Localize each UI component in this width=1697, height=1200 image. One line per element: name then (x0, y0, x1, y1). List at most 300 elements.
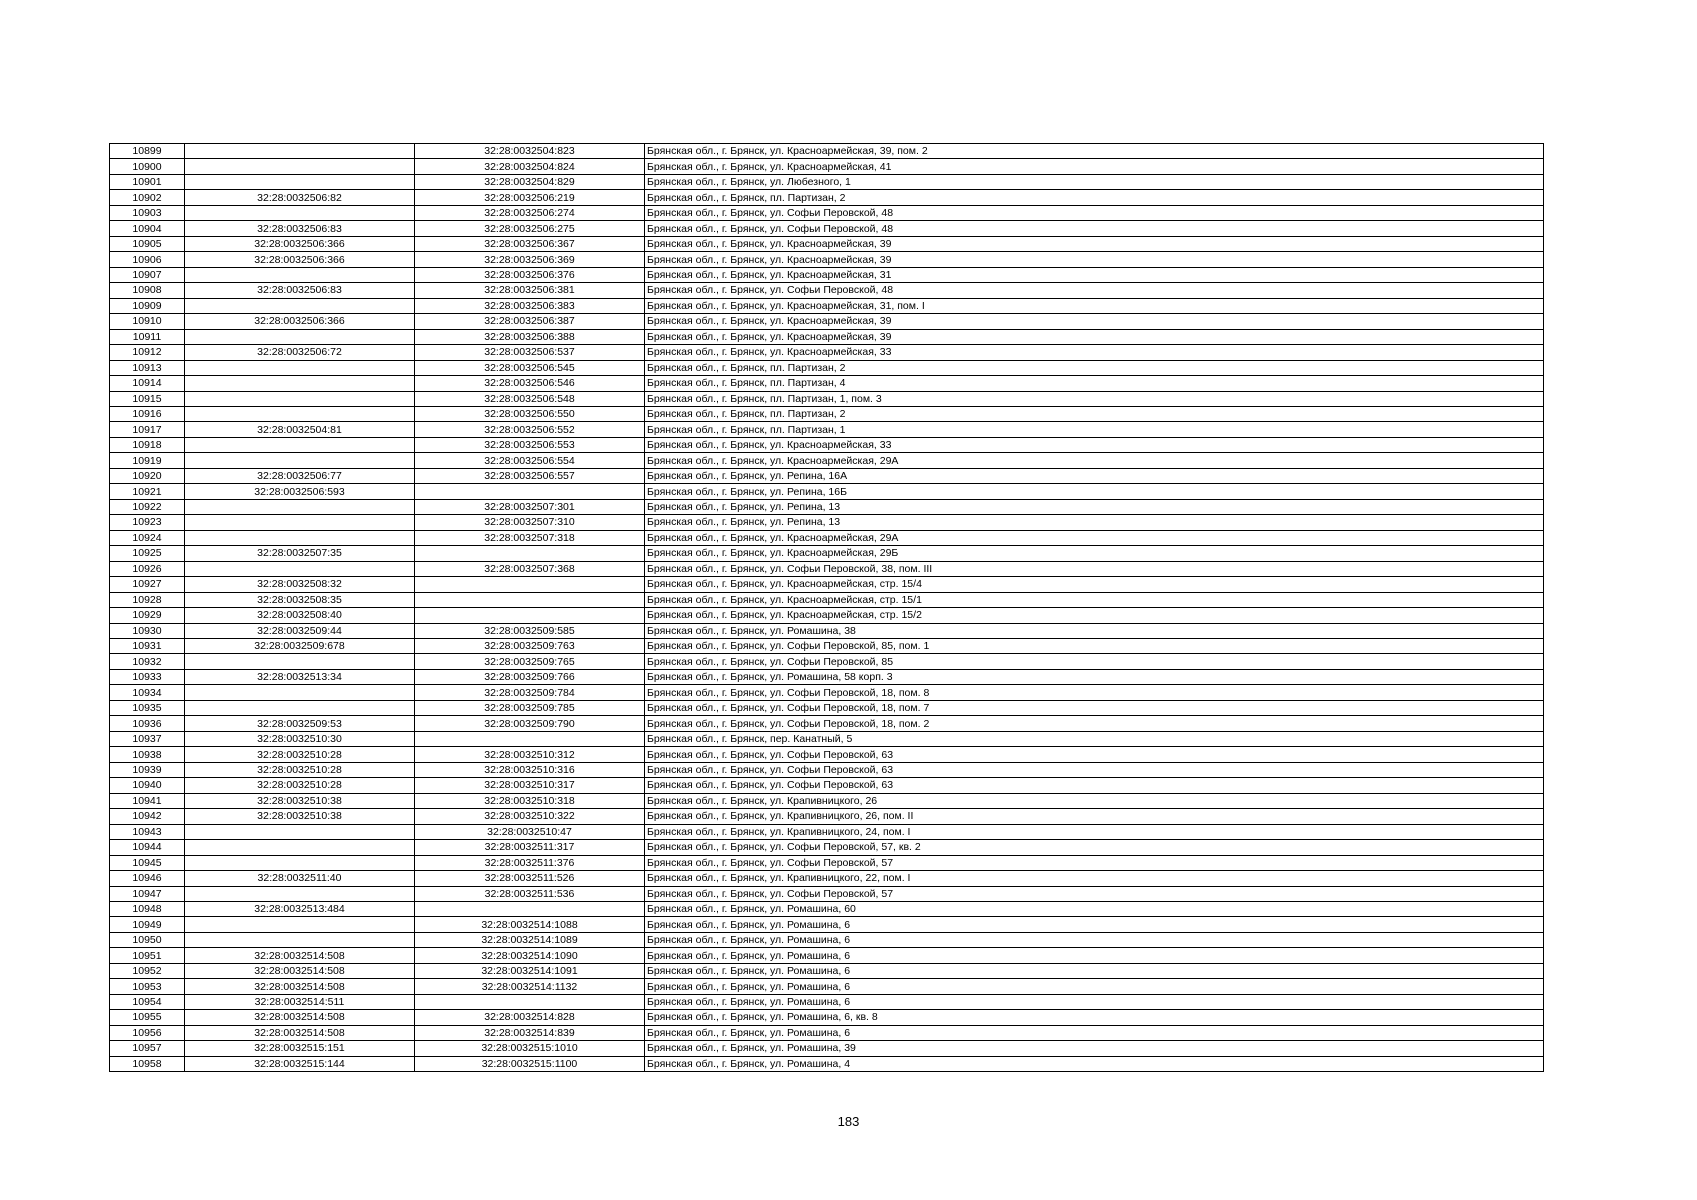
cadastral-number-cell: 32:28:0032507:318 (415, 530, 645, 545)
table-row (110, 871, 1544, 886)
cadastral-number-cell: 32:28:0032506:388 (415, 329, 645, 344)
parent-cadastral-number-cell (185, 205, 415, 220)
parent-cadastral-number-cell: 32:28:0032509:678 (185, 639, 415, 654)
cadastral-number-cell: 32:28:0032504:823 (415, 144, 645, 159)
cadastral-number-cell: 32:28:0032510:317 (415, 778, 645, 793)
address-cell: Брянская обл., г. Брянск, пл. Партизан, 2 (645, 406, 1544, 421)
table-row (110, 747, 1544, 762)
address-cell: Брянская обл., г. Брянск, пл. Партизан, 2 (645, 190, 1544, 205)
parent-cadastral-number-cell (185, 824, 415, 839)
cadastral-number-cell: 32:28:0032514:1091 (415, 963, 645, 978)
address-cell: Брянская обл., г. Брянск, ул. Софьи Перовской, 18, пом. 7 (645, 700, 1544, 715)
table-row (110, 144, 1544, 159)
row-number-cell: 10940 (110, 778, 185, 793)
parent-cadastral-number-cell (185, 561, 415, 576)
cadastral-number-cell (415, 592, 645, 607)
address-cell: Брянская обл., г. Брянск, ул. Красноармейская, 29А (645, 530, 1544, 545)
parent-cadastral-number-cell: 32:28:0032515:151 (185, 1041, 415, 1056)
table-row (110, 484, 1544, 499)
address-cell: Брянская обл., г. Брянск, пл. Партизан, 2 (645, 360, 1544, 375)
parent-cadastral-number-cell: 32:28:0032508:32 (185, 577, 415, 592)
row-number-cell: 10909 (110, 298, 185, 313)
cadastral-number-cell: 32:28:0032514:1132 (415, 979, 645, 994)
table-row (110, 840, 1544, 855)
table-row (110, 314, 1544, 329)
parent-cadastral-number-cell: 32:28:0032510:30 (185, 731, 415, 746)
parent-cadastral-number-cell: 32:28:0032506:83 (185, 221, 415, 236)
parent-cadastral-number-cell: 32:28:0032514:508 (185, 948, 415, 963)
table-row (110, 236, 1544, 251)
parent-cadastral-number-cell: 32:28:0032513:484 (185, 901, 415, 916)
table-row (110, 793, 1544, 808)
cadastral-number-cell: 32:28:0032506:274 (415, 205, 645, 220)
cadastral-number-cell: 32:28:0032509:765 (415, 654, 645, 669)
table-row (110, 932, 1544, 947)
cadastral-number-cell: 32:28:0032506:537 (415, 345, 645, 360)
row-number-cell: 10948 (110, 901, 185, 916)
parent-cadastral-number-cell (185, 932, 415, 947)
cadastral-number-cell: 32:28:0032514:828 (415, 1010, 645, 1025)
parent-cadastral-number-cell: 32:28:0032514:508 (185, 1025, 415, 1040)
parent-cadastral-number-cell (185, 855, 415, 870)
row-number-cell: 10935 (110, 700, 185, 715)
parent-cadastral-number-cell (185, 376, 415, 391)
table-row (110, 778, 1544, 793)
table-row (110, 917, 1544, 932)
row-number-cell: 10942 (110, 809, 185, 824)
parent-cadastral-number-cell (185, 515, 415, 530)
cadastral-number-cell: 32:28:0032507:368 (415, 561, 645, 576)
table-row (110, 669, 1544, 684)
parent-cadastral-number-cell (185, 700, 415, 715)
parent-cadastral-number-cell: 32:28:0032510:38 (185, 809, 415, 824)
row-number-cell: 10900 (110, 159, 185, 174)
table-row (110, 345, 1544, 360)
parent-cadastral-number-cell: 32:28:0032508:40 (185, 608, 415, 623)
cadastral-number-cell: 32:28:0032509:585 (415, 623, 645, 638)
table-row (110, 298, 1544, 313)
row-number-cell: 10904 (110, 221, 185, 236)
row-number-cell: 10911 (110, 329, 185, 344)
cadastral-number-cell: 32:28:0032514:1088 (415, 917, 645, 932)
row-number-cell: 10929 (110, 608, 185, 623)
parent-cadastral-number-cell: 32:28:0032506:366 (185, 236, 415, 251)
table-row (110, 623, 1544, 638)
row-number-cell: 10919 (110, 453, 185, 468)
cadastral-number-cell: 32:28:0032506:367 (415, 236, 645, 251)
table-row (110, 174, 1544, 189)
address-cell: Брянская обл., г. Брянск, ул. Ромашина, 6 (645, 1025, 1544, 1040)
cadastral-number-cell: 32:28:0032506:383 (415, 298, 645, 313)
table-row (110, 716, 1544, 731)
table-row (110, 267, 1544, 282)
cadastral-number-cell: 32:28:0032506:219 (415, 190, 645, 205)
cadastral-number-cell: 32:28:0032510:318 (415, 793, 645, 808)
parent-cadastral-number-cell: 32:28:0032510:28 (185, 747, 415, 762)
table-row (110, 221, 1544, 236)
address-cell: Брянская обл., г. Брянск, ул. Ромашина, 39 (645, 1041, 1544, 1056)
cadastral-number-cell: 32:28:0032506:552 (415, 422, 645, 437)
cadastral-number-cell: 32:28:0032506:557 (415, 468, 645, 483)
address-cell: Брянская обл., г. Брянск, пл. Партизан, 1 (645, 422, 1544, 437)
row-number-cell: 10939 (110, 762, 185, 777)
address-cell: Брянская обл., г. Брянск, ул. Ромашина, 6 (645, 994, 1544, 1009)
parent-cadastral-number-cell (185, 886, 415, 901)
cadastral-number-cell: 32:28:0032514:839 (415, 1025, 645, 1040)
row-number-cell: 10916 (110, 406, 185, 421)
table-row (110, 979, 1544, 994)
table-row (110, 901, 1544, 916)
address-cell: Брянская обл., г. Брянск, ул. Софьи Перовской, 85 (645, 654, 1544, 669)
table-row (110, 561, 1544, 576)
table-row (110, 824, 1544, 839)
cadastral-number-cell (415, 577, 645, 592)
parent-cadastral-number-cell (185, 453, 415, 468)
address-cell: Брянская обл., г. Брянск, ул. Ромашина, 4 (645, 1056, 1544, 1071)
address-cell: Брянская обл., г. Брянск, ул. Ромашина, 6 (645, 932, 1544, 947)
row-number-cell: 10932 (110, 654, 185, 669)
table-row (110, 468, 1544, 483)
address-cell: Брянская обл., г. Брянск, ул. Ромашина, 6 (645, 948, 1544, 963)
row-number-cell: 10921 (110, 484, 185, 499)
cadastral-number-cell: 32:28:0032509:790 (415, 716, 645, 731)
cadastral-number-cell (415, 546, 645, 561)
table-row (110, 205, 1544, 220)
row-number-cell: 10920 (110, 468, 185, 483)
cadastral-number-cell: 32:28:0032506:546 (415, 376, 645, 391)
address-cell: Брянская обл., г. Брянск, ул. Софьи Перовской, 63 (645, 747, 1544, 762)
page-number: 183 (837, 1114, 860, 1129)
address-cell: Брянская обл., г. Брянск, ул. Красноармейская, 39 (645, 252, 1544, 267)
row-number-cell: 10933 (110, 669, 185, 684)
row-number-cell: 10956 (110, 1025, 185, 1040)
address-cell: Брянская обл., г. Брянск, ул. Красноармейская, 41 (645, 159, 1544, 174)
cadastral-number-cell: 32:28:0032509:766 (415, 669, 645, 684)
address-cell: Брянская обл., г. Брянск, ул. Ромашина, 60 (645, 901, 1544, 916)
address-cell: Брянская обл., г. Брянск, ул. Ромашина, 6 (645, 979, 1544, 994)
row-number-cell: 10949 (110, 917, 185, 932)
table-row (110, 406, 1544, 421)
row-number-cell: 10906 (110, 252, 185, 267)
cadastral-number-cell (415, 994, 645, 1009)
parent-cadastral-number-cell: 32:28:0032506:82 (185, 190, 415, 205)
cadastral-number-cell: 32:28:0032514:1090 (415, 948, 645, 963)
address-cell: Брянская обл., г. Брянск, ул. Крапивницкого, 22, пом. I (645, 871, 1544, 886)
cadastral-number-cell: 32:28:0032504:829 (415, 174, 645, 189)
row-number-cell: 10927 (110, 577, 185, 592)
row-number-cell: 10910 (110, 314, 185, 329)
row-number-cell: 10901 (110, 174, 185, 189)
parent-cadastral-number-cell (185, 685, 415, 700)
cadastral-number-cell: 32:28:0032506:548 (415, 391, 645, 406)
cadastral-number-cell: 32:28:0032504:824 (415, 159, 645, 174)
table-row (110, 948, 1544, 963)
cadastral-number-cell: 32:28:0032506:554 (415, 453, 645, 468)
row-number-cell: 10931 (110, 639, 185, 654)
address-cell: Брянская обл., г. Брянск, ул. Красноармейская, 31 (645, 267, 1544, 282)
table-row (110, 515, 1544, 530)
parent-cadastral-number-cell: 32:28:0032509:53 (185, 716, 415, 731)
row-number-cell: 10928 (110, 592, 185, 607)
row-number-cell: 10914 (110, 376, 185, 391)
cadastral-number-cell: 32:28:0032514:1089 (415, 932, 645, 947)
table-row (110, 639, 1544, 654)
row-number-cell: 10944 (110, 840, 185, 855)
cadastral-number-cell: 32:28:0032515:1010 (415, 1041, 645, 1056)
address-cell: Брянская обл., г. Брянск, ул. Софьи Перовской, 57 (645, 886, 1544, 901)
parent-cadastral-number-cell (185, 159, 415, 174)
row-number-cell: 10947 (110, 886, 185, 901)
table-row (110, 994, 1544, 1009)
cadastral-number-cell: 32:28:0032506:275 (415, 221, 645, 236)
row-number-cell: 10918 (110, 437, 185, 452)
parent-cadastral-number-cell: 32:28:0032506:83 (185, 283, 415, 298)
address-cell: Брянская обл., г. Брянск, ул. Софьи Перовской, 57 (645, 855, 1544, 870)
parent-cadastral-number-cell (185, 499, 415, 514)
parent-cadastral-number-cell: 32:28:0032510:28 (185, 778, 415, 793)
address-cell: Брянская обл., г. Брянск, пер. Канатный, 5 (645, 731, 1544, 746)
table-row (110, 1025, 1544, 1040)
table-row (110, 159, 1544, 174)
table-row (110, 422, 1544, 437)
parent-cadastral-number-cell: 32:28:0032510:38 (185, 793, 415, 808)
table-row (110, 963, 1544, 978)
address-cell: Брянская обл., г. Брянск, ул. Ромашина, 6 (645, 963, 1544, 978)
parent-cadastral-number-cell: 32:28:0032511:40 (185, 871, 415, 886)
address-cell: Брянская обл., г. Брянск, ул. Красноармейская, 29А (645, 453, 1544, 468)
parent-cadastral-number-cell: 32:28:0032510:28 (185, 762, 415, 777)
table-row (110, 190, 1544, 205)
row-number-cell: 10905 (110, 236, 185, 251)
parent-cadastral-number-cell: 32:28:0032513:34 (185, 669, 415, 684)
parent-cadastral-number-cell: 32:28:0032508:35 (185, 592, 415, 607)
table-row (110, 376, 1544, 391)
parent-cadastral-number-cell: 32:28:0032506:593 (185, 484, 415, 499)
row-number-cell: 10946 (110, 871, 185, 886)
address-cell: Брянская обл., г. Брянск, ул. Красноармейская, 33 (645, 345, 1544, 360)
address-cell: Брянская обл., г. Брянск, ул. Крапивницкого, 26, пом. II (645, 809, 1544, 824)
cadastral-number-cell: 32:28:0032506:553 (415, 437, 645, 452)
row-number-cell: 10912 (110, 345, 185, 360)
cadastral-number-cell: 32:28:0032506:550 (415, 406, 645, 421)
address-cell: Брянская обл., г. Брянск, ул. Крапивницкого, 24, пом. I (645, 824, 1544, 839)
address-cell: Брянская обл., г. Брянск, ул. Красноармейская, 29Б (645, 546, 1544, 561)
row-number-cell: 10930 (110, 623, 185, 638)
parent-cadastral-number-cell (185, 391, 415, 406)
row-number-cell: 10951 (110, 948, 185, 963)
address-cell: Брянская обл., г. Брянск, ул. Софьи Перовской, 63 (645, 778, 1544, 793)
parent-cadastral-number-cell: 32:28:0032504:81 (185, 422, 415, 437)
cadastral-number-cell: 32:28:0032509:763 (415, 639, 645, 654)
parent-cadastral-number-cell: 32:28:0032514:508 (185, 963, 415, 978)
table-row (110, 1010, 1544, 1025)
parent-cadastral-number-cell: 32:28:0032506:77 (185, 468, 415, 483)
address-cell: Брянская обл., г. Брянск, ул. Софьи Перовской, 63 (645, 762, 1544, 777)
row-number-cell: 10902 (110, 190, 185, 205)
row-number-cell: 10908 (110, 283, 185, 298)
cadastral-number-cell: 32:28:0032510:322 (415, 809, 645, 824)
address-cell: Брянская обл., г. Брянск, ул. Репина, 16А (645, 468, 1544, 483)
table-row (110, 654, 1544, 669)
cadastral-number-cell (415, 608, 645, 623)
row-number-cell: 10941 (110, 793, 185, 808)
cadastral-number-cell: 32:28:0032510:47 (415, 824, 645, 839)
row-number-cell: 10955 (110, 1010, 185, 1025)
cadastral-number-cell: 32:28:0032510:312 (415, 747, 645, 762)
row-number-cell: 10954 (110, 994, 185, 1009)
cadastral-number-cell: 32:28:0032507:310 (415, 515, 645, 530)
row-number-cell: 10937 (110, 731, 185, 746)
address-cell: Брянская обл., г. Брянск, ул. Красноармейская, 33 (645, 437, 1544, 452)
row-number-cell: 10925 (110, 546, 185, 561)
parent-cadastral-number-cell (185, 654, 415, 669)
row-number-cell: 10926 (110, 561, 185, 576)
row-number-cell: 10953 (110, 979, 185, 994)
address-cell: Брянская обл., г. Брянск, ул. Красноармейская, 31, пом. I (645, 298, 1544, 313)
cadastral-number-cell: 32:28:0032506:381 (415, 283, 645, 298)
table-row (110, 283, 1544, 298)
parent-cadastral-number-cell: 32:28:0032506:366 (185, 314, 415, 329)
address-cell: Брянская обл., г. Брянск, ул. Софьи Перовской, 48 (645, 283, 1544, 298)
address-cell: Брянская обл., г. Брянск, ул. Ромашина, 58 корп. 3 (645, 669, 1544, 684)
table-row (110, 592, 1544, 607)
table-row (110, 437, 1544, 452)
table-row (110, 809, 1544, 824)
table-row (110, 1056, 1544, 1071)
parent-cadastral-number-cell (185, 530, 415, 545)
table-row (110, 685, 1544, 700)
table-row (110, 546, 1544, 561)
cadastral-number-cell (415, 484, 645, 499)
table-row (110, 360, 1544, 375)
address-cell: Брянская обл., г. Брянск, ул. Красноармейская, 39 (645, 314, 1544, 329)
address-cell: Брянская обл., г. Брянск, ул. Софьи Перовской, 38, пом. III (645, 561, 1544, 576)
table-row (110, 530, 1544, 545)
address-cell: Брянская обл., г. Брянск, ул. Софьи Перовской, 18, пом. 2 (645, 716, 1544, 731)
address-cell: Брянская обл., г. Брянск, ул. Красноармейская, 39, пом. 2 (645, 144, 1544, 159)
cadastral-number-cell: 32:28:0032511:317 (415, 840, 645, 855)
cadastral-number-cell: 32:28:0032506:376 (415, 267, 645, 282)
row-number-cell: 10934 (110, 685, 185, 700)
table-row (110, 453, 1544, 468)
parent-cadastral-number-cell: 32:28:0032507:35 (185, 546, 415, 561)
address-cell: Брянская обл., г. Брянск, ул. Софьи Перовской, 48 (645, 221, 1544, 236)
row-number-cell: 10938 (110, 747, 185, 762)
parent-cadastral-number-cell (185, 144, 415, 159)
cadastral-number-cell: 32:28:0032509:785 (415, 700, 645, 715)
parent-cadastral-number-cell (185, 840, 415, 855)
cadastral-number-cell: 32:28:0032506:387 (415, 314, 645, 329)
parent-cadastral-number-cell: 32:28:0032514:508 (185, 1010, 415, 1025)
row-number-cell: 10913 (110, 360, 185, 375)
table-row (110, 700, 1544, 715)
row-number-cell: 10943 (110, 824, 185, 839)
address-cell: Брянская обл., г. Брянск, ул. Репина, 13 (645, 499, 1544, 514)
parent-cadastral-number-cell: 32:28:0032514:508 (185, 979, 415, 994)
row-number-cell: 10950 (110, 932, 185, 947)
row-number-cell: 10903 (110, 205, 185, 220)
parent-cadastral-number-cell (185, 437, 415, 452)
table-row (110, 391, 1544, 406)
address-cell: Брянская обл., г. Брянск, ул. Софьи Перовской, 48 (645, 205, 1544, 220)
address-cell: Брянская обл., г. Брянск, ул. Ромашина, 6 (645, 917, 1544, 932)
table-row (110, 731, 1544, 746)
row-number-cell: 10915 (110, 391, 185, 406)
table-row (110, 577, 1544, 592)
address-cell: Брянская обл., г. Брянск, ул. Софьи Перовской, 18, пом. 8 (645, 685, 1544, 700)
parent-cadastral-number-cell: 32:28:0032506:366 (185, 252, 415, 267)
address-cell: Брянская обл., г. Брянск, ул. Ромашина, 6, кв. 8 (645, 1010, 1544, 1025)
cadastral-number-cell: 32:28:0032506:545 (415, 360, 645, 375)
row-number-cell: 10936 (110, 716, 185, 731)
cadastral-number-cell: 32:28:0032510:316 (415, 762, 645, 777)
registry-table (109, 143, 1544, 1072)
address-cell: Брянская обл., г. Брянск, ул. Репина, 16Б (645, 484, 1544, 499)
address-cell: Брянская обл., г. Брянск, ул. Софьи Перовской, 57, кв. 2 (645, 840, 1544, 855)
table-row (110, 1041, 1544, 1056)
row-number-cell: 10899 (110, 144, 185, 159)
address-cell: Брянская обл., г. Брянск, ул. Любезного, 1 (645, 174, 1544, 189)
parent-cadastral-number-cell (185, 267, 415, 282)
address-cell: Брянская обл., г. Брянск, ул. Красноармейская, стр. 15/4 (645, 577, 1544, 592)
cadastral-number-cell (415, 731, 645, 746)
row-number-cell: 10957 (110, 1041, 185, 1056)
table-row (110, 329, 1544, 344)
address-cell: Брянская обл., г. Брянск, ул. Софьи Перовской, 85, пом. 1 (645, 639, 1544, 654)
parent-cadastral-number-cell (185, 406, 415, 421)
parent-cadastral-number-cell (185, 329, 415, 344)
row-number-cell: 10952 (110, 963, 185, 978)
parent-cadastral-number-cell: 32:28:0032509:44 (185, 623, 415, 638)
parent-cadastral-number-cell (185, 360, 415, 375)
row-number-cell: 10958 (110, 1056, 185, 1071)
row-number-cell: 10924 (110, 530, 185, 545)
address-cell: Брянская обл., г. Брянск, ул. Красноармейская, стр. 15/2 (645, 608, 1544, 623)
cadastral-number-cell (415, 901, 645, 916)
address-cell: Брянская обл., г. Брянск, ул. Красноармейская, 39 (645, 329, 1544, 344)
address-cell: Брянская обл., г. Брянск, ул. Репина, 13 (645, 515, 1544, 530)
parent-cadastral-number-cell (185, 917, 415, 932)
address-cell: Брянская обл., г. Брянск, ул. Ромашина, 38 (645, 623, 1544, 638)
cadastral-number-cell: 32:28:0032507:301 (415, 499, 645, 514)
table-row (110, 886, 1544, 901)
cadastral-number-cell: 32:28:0032506:369 (415, 252, 645, 267)
parent-cadastral-number-cell: 32:28:0032514:511 (185, 994, 415, 1009)
cadastral-number-cell: 32:28:0032511:526 (415, 871, 645, 886)
address-cell: Брянская обл., г. Брянск, ул. Крапивницкого, 26 (645, 793, 1544, 808)
row-number-cell: 10917 (110, 422, 185, 437)
table-row (110, 499, 1544, 514)
registry-table-body (110, 144, 1544, 1072)
table-row (110, 762, 1544, 777)
parent-cadastral-number-cell (185, 298, 415, 313)
row-number-cell: 10945 (110, 855, 185, 870)
table-row (110, 855, 1544, 870)
cadastral-number-cell: 32:28:0032515:1100 (415, 1056, 645, 1071)
address-cell: Брянская обл., г. Брянск, ул. Красноармейская, стр. 15/1 (645, 592, 1544, 607)
address-cell: Брянская обл., г. Брянск, ул. Красноармейская, 39 (645, 236, 1544, 251)
parent-cadastral-number-cell (185, 174, 415, 189)
parent-cadastral-number-cell: 32:28:0032506:72 (185, 345, 415, 360)
address-cell: Брянская обл., г. Брянск, пл. Партизан, 1, пом. 3 (645, 391, 1544, 406)
row-number-cell: 10922 (110, 499, 185, 514)
row-number-cell: 10907 (110, 267, 185, 282)
parent-cadastral-number-cell: 32:28:0032515:144 (185, 1056, 415, 1071)
cadastral-number-cell: 32:28:0032509:784 (415, 685, 645, 700)
table-row (110, 608, 1544, 623)
address-cell: Брянская обл., г. Брянск, пл. Партизан, 4 (645, 376, 1544, 391)
cadastral-number-cell: 32:28:0032511:376 (415, 855, 645, 870)
